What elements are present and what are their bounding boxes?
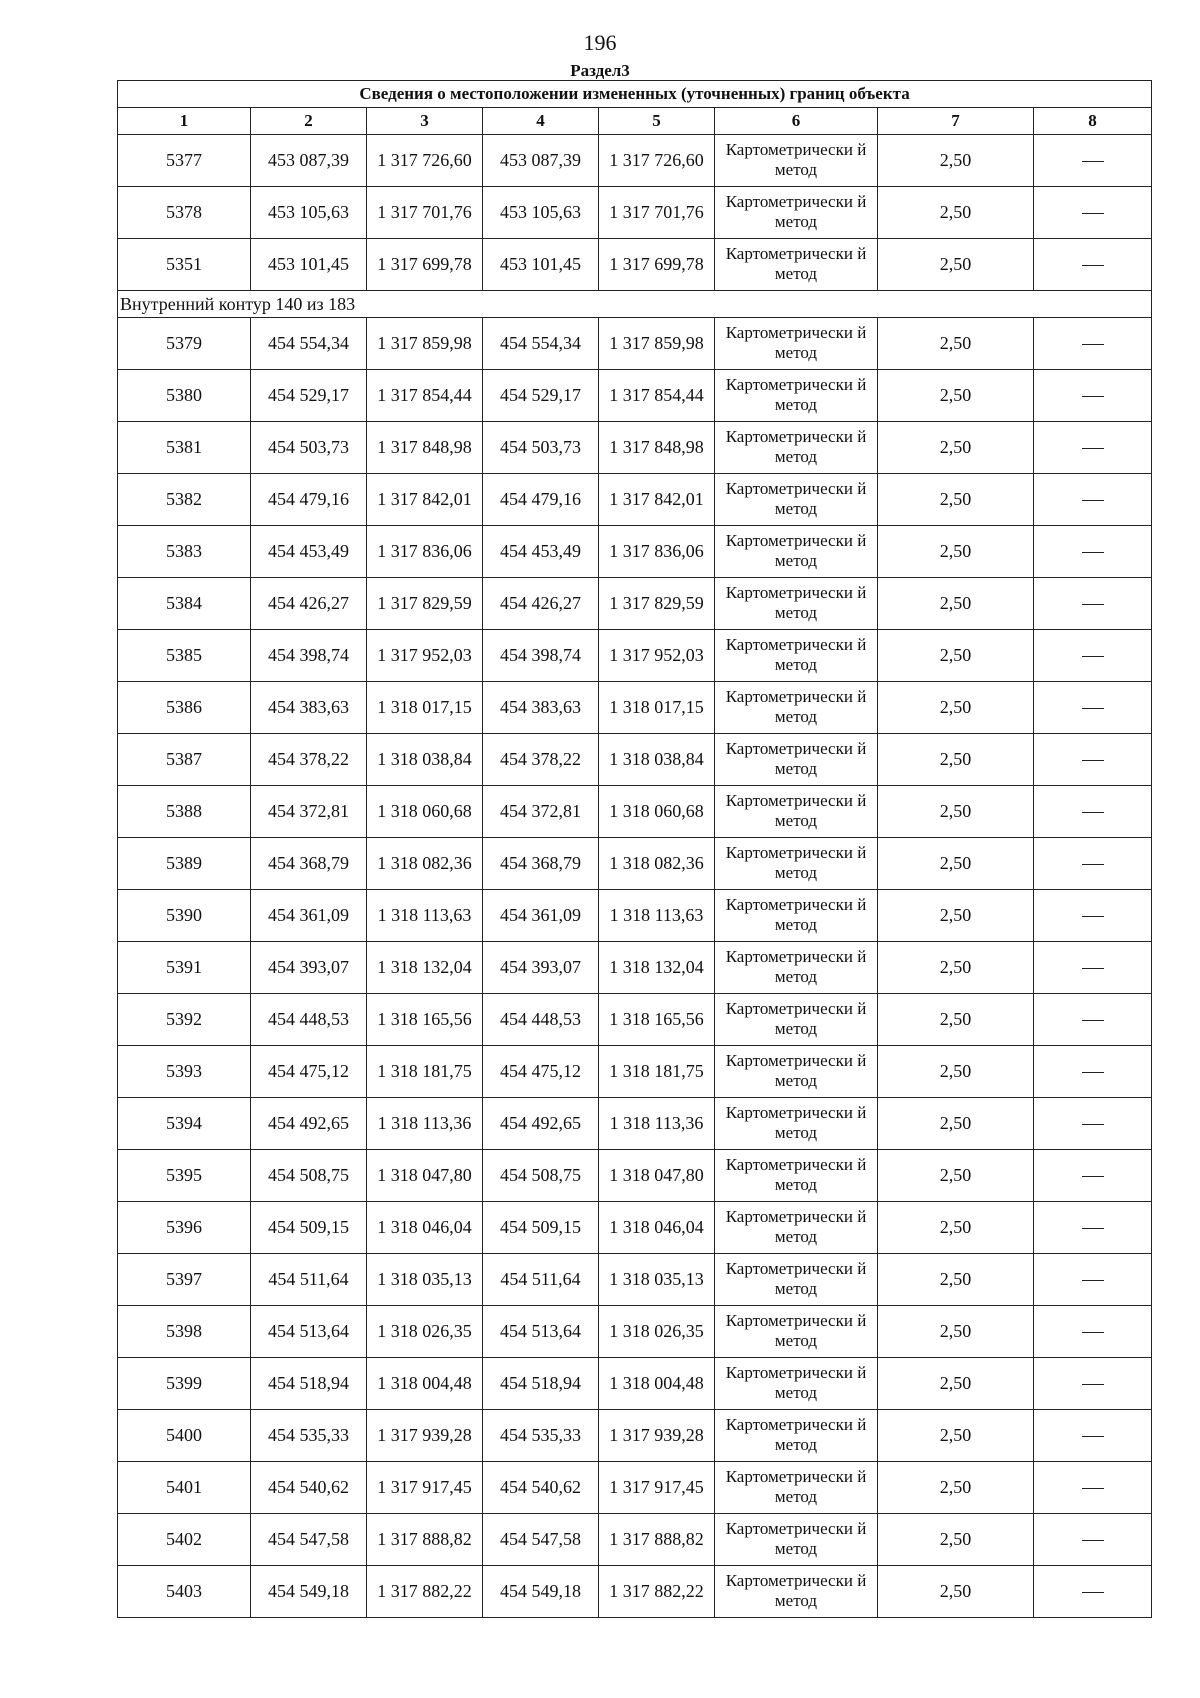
empty-value-cell	[1034, 1514, 1152, 1566]
dash-mark	[1082, 604, 1104, 605]
method-cell: Картометрически й метод	[715, 318, 878, 370]
accuracy-cell: 2,50	[878, 1462, 1034, 1514]
table-row	[118, 1410, 1152, 1462]
empty-value-cell	[1034, 1410, 1152, 1462]
y-coordinate-existing: 1 317 848,98	[367, 422, 483, 474]
x-coordinate-existing: 454 503,73	[251, 422, 367, 474]
x-coordinate-existing: 454 492,65	[251, 1098, 367, 1150]
dash-mark	[1082, 916, 1104, 917]
y-coordinate-existing: 1 318 047,80	[367, 1150, 483, 1202]
point-number: 5401	[118, 1462, 251, 1514]
point-number: 5393	[118, 1046, 251, 1098]
empty-value-cell	[1034, 474, 1152, 526]
y-coordinate-existing: 1 318 082,36	[367, 838, 483, 890]
empty-value-cell	[1034, 1566, 1152, 1618]
method-cell: Картометрически й метод	[715, 682, 878, 734]
table-row	[118, 1254, 1152, 1306]
y-coordinate-new: 1 318 165,56	[599, 994, 715, 1046]
accuracy-cell: 2,50	[878, 474, 1034, 526]
dash-mark	[1082, 1332, 1104, 1333]
method-cell: Картометрически й метод	[715, 1254, 878, 1306]
dash-mark	[1082, 1072, 1104, 1073]
dash-mark	[1082, 708, 1104, 709]
x-coordinate-new: 454 453,49	[483, 526, 599, 578]
x-coordinate-existing: 454 529,17	[251, 370, 367, 422]
dash-mark	[1082, 344, 1104, 345]
dash-mark	[1082, 161, 1104, 162]
y-coordinate-new: 1 317 952,03	[599, 630, 715, 682]
point-number: 5385	[118, 630, 251, 682]
table-row	[118, 1462, 1152, 1514]
accuracy-cell: 2,50	[878, 890, 1034, 942]
table-row	[118, 1046, 1152, 1098]
table-row	[118, 1306, 1152, 1358]
x-coordinate-new: 454 492,65	[483, 1098, 599, 1150]
x-coordinate-existing: 454 479,16	[251, 474, 367, 526]
empty-value-cell	[1034, 422, 1152, 474]
dash-mark	[1082, 812, 1104, 813]
y-coordinate-existing: 1 317 939,28	[367, 1410, 483, 1462]
coordinates-table	[117, 80, 1152, 1618]
method-cell: Картометрически й метод	[715, 187, 878, 239]
empty-value-cell	[1034, 1462, 1152, 1514]
y-coordinate-new: 1 317 829,59	[599, 578, 715, 630]
y-coordinate-existing: 1 318 038,84	[367, 734, 483, 786]
method-cell: Картометрически й метод	[715, 1462, 878, 1514]
y-coordinate-new: 1 318 113,63	[599, 890, 715, 942]
table-row	[118, 422, 1152, 474]
table-row	[118, 786, 1152, 838]
x-coordinate-new: 453 101,45	[483, 239, 599, 291]
x-coordinate-new: 454 529,17	[483, 370, 599, 422]
table-row	[118, 994, 1152, 1046]
method-cell: Картометрически й метод	[715, 734, 878, 786]
page-number: 196	[583, 30, 617, 55]
x-coordinate-new: 454 372,81	[483, 786, 599, 838]
x-coordinate-new: 453 087,39	[483, 135, 599, 187]
dash-mark	[1082, 396, 1104, 397]
empty-value-cell	[1034, 526, 1152, 578]
method-cell: Картометрически й метод	[715, 370, 878, 422]
y-coordinate-existing: 1 318 060,68	[367, 786, 483, 838]
column-number: 4	[483, 108, 599, 135]
accuracy-cell: 2,50	[878, 1514, 1034, 1566]
dash-mark	[1082, 1540, 1104, 1541]
dash-mark	[1082, 552, 1104, 553]
method-cell: Картометрически й метод	[715, 1202, 878, 1254]
empty-value-cell	[1034, 734, 1152, 786]
x-coordinate-existing: 454 554,34	[251, 318, 367, 370]
x-coordinate-existing: 454 383,63	[251, 682, 367, 734]
column-number: 8	[1034, 108, 1152, 135]
y-coordinate-existing: 1 318 181,75	[367, 1046, 483, 1098]
point-number: 5396	[118, 1202, 251, 1254]
method-cell: Картометрически й метод	[715, 890, 878, 942]
dash-mark	[1082, 1280, 1104, 1281]
dash-mark	[1082, 500, 1104, 501]
empty-value-cell	[1034, 1306, 1152, 1358]
y-coordinate-new: 1 318 046,04	[599, 1202, 715, 1254]
table-row	[118, 578, 1152, 630]
y-coordinate-new: 1 318 181,75	[599, 1046, 715, 1098]
accuracy-cell: 2,50	[878, 942, 1034, 994]
accuracy-cell: 2,50	[878, 578, 1034, 630]
column-number: 7	[878, 108, 1034, 135]
x-coordinate-existing: 454 549,18	[251, 1566, 367, 1618]
x-coordinate-existing: 454 372,81	[251, 786, 367, 838]
x-coordinate-existing: 454 378,22	[251, 734, 367, 786]
x-coordinate-existing: 453 105,63	[251, 187, 367, 239]
empty-value-cell	[1034, 1254, 1152, 1306]
y-coordinate-new: 1 317 939,28	[599, 1410, 715, 1462]
x-coordinate-existing: 454 398,74	[251, 630, 367, 682]
empty-value-cell	[1034, 682, 1152, 734]
x-coordinate-new: 454 378,22	[483, 734, 599, 786]
y-coordinate-new: 1 317 854,44	[599, 370, 715, 422]
y-coordinate-new: 1 318 004,48	[599, 1358, 715, 1410]
y-coordinate-new: 1 317 882,22	[599, 1566, 715, 1618]
column-number: 2	[251, 108, 367, 135]
point-number: 5402	[118, 1514, 251, 1566]
accuracy-cell: 2,50	[878, 318, 1034, 370]
contour-row	[118, 291, 1152, 318]
point-number: 5392	[118, 994, 251, 1046]
column-numbers-row	[118, 108, 1152, 135]
y-coordinate-existing: 1 318 165,56	[367, 994, 483, 1046]
empty-value-cell	[1034, 239, 1152, 291]
y-coordinate-new: 1 318 047,80	[599, 1150, 715, 1202]
y-coordinate-existing: 1 317 829,59	[367, 578, 483, 630]
empty-value-cell	[1034, 1358, 1152, 1410]
y-coordinate-new: 1 318 017,15	[599, 682, 715, 734]
accuracy-cell: 2,50	[878, 734, 1034, 786]
accuracy-cell: 2,50	[878, 630, 1034, 682]
method-cell: Картометрически й метод	[715, 1410, 878, 1462]
table-row	[118, 187, 1152, 239]
table-row	[118, 1098, 1152, 1150]
y-coordinate-new: 1 317 888,82	[599, 1514, 715, 1566]
point-number: 5377	[118, 135, 251, 187]
method-cell: Картометрически й метод	[715, 942, 878, 994]
point-number: 5390	[118, 890, 251, 942]
x-coordinate-new: 454 508,75	[483, 1150, 599, 1202]
dash-mark	[1082, 760, 1104, 761]
contour-label: Внутренний контур 140 из 183	[118, 291, 1152, 318]
dash-mark	[1082, 1176, 1104, 1177]
accuracy-cell: 2,50	[878, 682, 1034, 734]
y-coordinate-new: 1 317 701,76	[599, 187, 715, 239]
point-number: 5387	[118, 734, 251, 786]
dash-mark	[1082, 448, 1104, 449]
table-row	[118, 838, 1152, 890]
method-cell: Картометрически й метод	[715, 1306, 878, 1358]
column-number: 5	[599, 108, 715, 135]
table-caption: Сведения о местоположении измененных (уточненных) границ объекта	[118, 81, 1152, 108]
dash-mark	[1082, 1124, 1104, 1125]
table-row	[118, 942, 1152, 994]
empty-value-cell	[1034, 1202, 1152, 1254]
y-coordinate-existing: 1 317 836,06	[367, 526, 483, 578]
x-coordinate-existing: 454 448,53	[251, 994, 367, 1046]
method-cell: Картометрически й метод	[715, 1046, 878, 1098]
x-coordinate-new: 453 105,63	[483, 187, 599, 239]
accuracy-cell: 2,50	[878, 1410, 1034, 1462]
empty-value-cell	[1034, 370, 1152, 422]
table-row	[118, 135, 1152, 187]
dash-mark	[1082, 265, 1104, 266]
method-cell: Картометрически й метод	[715, 1098, 878, 1150]
point-number: 5351	[118, 239, 251, 291]
table-row	[118, 474, 1152, 526]
x-coordinate-new: 454 479,16	[483, 474, 599, 526]
point-number: 5398	[118, 1306, 251, 1358]
empty-value-cell	[1034, 135, 1152, 187]
method-cell: Картометрически й метод	[715, 838, 878, 890]
dash-mark	[1082, 1384, 1104, 1385]
dash-mark	[1082, 864, 1104, 865]
point-number: 5381	[118, 422, 251, 474]
accuracy-cell: 2,50	[878, 1358, 1034, 1410]
column-number: 6	[715, 108, 878, 135]
point-number: 5380	[118, 370, 251, 422]
accuracy-cell: 2,50	[878, 135, 1034, 187]
point-number: 5397	[118, 1254, 251, 1306]
y-coordinate-existing: 1 318 017,15	[367, 682, 483, 734]
dash-mark	[1082, 968, 1104, 969]
table-caption-row	[118, 81, 1152, 108]
point-number: 5386	[118, 682, 251, 734]
point-number: 5400	[118, 1410, 251, 1462]
empty-value-cell	[1034, 1150, 1152, 1202]
dash-mark	[1082, 1592, 1104, 1593]
y-coordinate-existing: 1 317 699,78	[367, 239, 483, 291]
point-number: 5384	[118, 578, 251, 630]
y-coordinate-new: 1 318 026,35	[599, 1306, 715, 1358]
point-number: 5379	[118, 318, 251, 370]
x-coordinate-existing: 454 361,09	[251, 890, 367, 942]
accuracy-cell: 2,50	[878, 1098, 1034, 1150]
y-coordinate-existing: 1 318 132,04	[367, 942, 483, 994]
accuracy-cell: 2,50	[878, 239, 1034, 291]
x-coordinate-existing: 454 475,12	[251, 1046, 367, 1098]
y-coordinate-existing: 1 318 004,48	[367, 1358, 483, 1410]
method-cell: Картометрически й метод	[715, 526, 878, 578]
empty-value-cell	[1034, 1046, 1152, 1098]
y-coordinate-existing: 1 317 859,98	[367, 318, 483, 370]
x-coordinate-new: 454 549,18	[483, 1566, 599, 1618]
empty-value-cell	[1034, 187, 1152, 239]
table-row	[118, 630, 1152, 682]
point-number: 5391	[118, 942, 251, 994]
x-coordinate-new: 454 361,09	[483, 890, 599, 942]
empty-value-cell	[1034, 890, 1152, 942]
x-coordinate-new: 454 518,94	[483, 1358, 599, 1410]
x-coordinate-new: 454 540,62	[483, 1462, 599, 1514]
empty-value-cell	[1034, 1098, 1152, 1150]
y-coordinate-new: 1 318 038,84	[599, 734, 715, 786]
table-row	[118, 526, 1152, 578]
x-coordinate-new: 454 368,79	[483, 838, 599, 890]
point-number: 5395	[118, 1150, 251, 1202]
dash-mark	[1082, 656, 1104, 657]
method-cell: Картометрически й метод	[715, 630, 878, 682]
y-coordinate-new: 1 318 132,04	[599, 942, 715, 994]
y-coordinate-existing: 1 318 046,04	[367, 1202, 483, 1254]
accuracy-cell: 2,50	[878, 994, 1034, 1046]
y-coordinate-existing: 1 317 842,01	[367, 474, 483, 526]
x-coordinate-new: 454 511,64	[483, 1254, 599, 1306]
table-row	[118, 682, 1152, 734]
empty-value-cell	[1034, 786, 1152, 838]
y-coordinate-new: 1 317 842,01	[599, 474, 715, 526]
x-coordinate-existing: 453 087,39	[251, 135, 367, 187]
x-coordinate-existing: 454 368,79	[251, 838, 367, 890]
point-number: 5389	[118, 838, 251, 890]
table-row	[118, 1358, 1152, 1410]
point-number: 5383	[118, 526, 251, 578]
y-coordinate-new: 1 318 035,13	[599, 1254, 715, 1306]
dash-mark	[1082, 1020, 1104, 1021]
empty-value-cell	[1034, 578, 1152, 630]
y-coordinate-existing: 1 317 888,82	[367, 1514, 483, 1566]
point-number: 5382	[118, 474, 251, 526]
y-coordinate-new: 1 318 082,36	[599, 838, 715, 890]
method-cell: Картометрически й метод	[715, 1358, 878, 1410]
empty-value-cell	[1034, 838, 1152, 890]
method-cell: Картометрически й метод	[715, 1514, 878, 1566]
y-coordinate-new: 1 318 060,68	[599, 786, 715, 838]
accuracy-cell: 2,50	[878, 838, 1034, 890]
accuracy-cell: 2,50	[878, 1202, 1034, 1254]
accuracy-cell: 2,50	[878, 187, 1034, 239]
column-number: 3	[367, 108, 483, 135]
method-cell: Картометрически й метод	[715, 422, 878, 474]
y-coordinate-existing: 1 318 035,13	[367, 1254, 483, 1306]
x-coordinate-new: 454 554,34	[483, 318, 599, 370]
table-row	[118, 1202, 1152, 1254]
y-coordinate-existing: 1 318 113,36	[367, 1098, 483, 1150]
x-coordinate-new: 454 535,33	[483, 1410, 599, 1462]
y-coordinate-existing: 1 317 882,22	[367, 1566, 483, 1618]
section-label: Раздел3	[570, 61, 630, 80]
accuracy-cell: 2,50	[878, 422, 1034, 474]
x-coordinate-new: 454 426,27	[483, 578, 599, 630]
table-row	[118, 239, 1152, 291]
accuracy-cell: 2,50	[878, 370, 1034, 422]
x-coordinate-existing: 454 547,58	[251, 1514, 367, 1566]
dash-mark	[1082, 213, 1104, 214]
method-cell: Картометрически й метод	[715, 1150, 878, 1202]
x-coordinate-new: 454 513,64	[483, 1306, 599, 1358]
x-coordinate-existing: 454 453,49	[251, 526, 367, 578]
x-coordinate-new: 454 393,07	[483, 942, 599, 994]
x-coordinate-existing: 454 426,27	[251, 578, 367, 630]
point-number: 5403	[118, 1566, 251, 1618]
accuracy-cell: 2,50	[878, 1566, 1034, 1618]
y-coordinate-new: 1 317 726,60	[599, 135, 715, 187]
accuracy-cell: 2,50	[878, 1254, 1034, 1306]
table-row	[118, 1150, 1152, 1202]
y-coordinate-existing: 1 317 726,60	[367, 135, 483, 187]
table-row	[118, 1566, 1152, 1618]
y-coordinate-existing: 1 318 113,63	[367, 890, 483, 942]
x-coordinate-existing: 454 535,33	[251, 1410, 367, 1462]
x-coordinate-existing: 454 509,15	[251, 1202, 367, 1254]
method-cell: Картометрически й метод	[715, 474, 878, 526]
empty-value-cell	[1034, 630, 1152, 682]
y-coordinate-new: 1 317 859,98	[599, 318, 715, 370]
y-coordinate-existing: 1 317 917,45	[367, 1462, 483, 1514]
accuracy-cell: 2,50	[878, 1046, 1034, 1098]
column-number: 1	[118, 108, 251, 135]
point-number: 5378	[118, 187, 251, 239]
point-number: 5399	[118, 1358, 251, 1410]
x-coordinate-existing: 453 101,45	[251, 239, 367, 291]
accuracy-cell: 2,50	[878, 526, 1034, 578]
x-coordinate-new: 454 448,53	[483, 994, 599, 1046]
accuracy-cell: 2,50	[878, 1150, 1034, 1202]
y-coordinate-new: 1 318 113,36	[599, 1098, 715, 1150]
point-number: 5394	[118, 1098, 251, 1150]
method-cell: Картометрически й метод	[715, 1566, 878, 1618]
x-coordinate-new: 454 475,12	[483, 1046, 599, 1098]
table-row	[118, 370, 1152, 422]
y-coordinate-new: 1 317 917,45	[599, 1462, 715, 1514]
method-cell: Картометрически й метод	[715, 239, 878, 291]
x-coordinate-existing: 454 518,94	[251, 1358, 367, 1410]
x-coordinate-existing: 454 513,64	[251, 1306, 367, 1358]
accuracy-cell: 2,50	[878, 786, 1034, 838]
x-coordinate-new: 454 547,58	[483, 1514, 599, 1566]
y-coordinate-new: 1 317 699,78	[599, 239, 715, 291]
method-cell: Картометрически й метод	[715, 786, 878, 838]
table-row	[118, 734, 1152, 786]
table-row	[118, 318, 1152, 370]
y-coordinate-existing: 1 318 026,35	[367, 1306, 483, 1358]
y-coordinate-existing: 1 317 854,44	[367, 370, 483, 422]
x-coordinate-existing: 454 511,64	[251, 1254, 367, 1306]
x-coordinate-existing: 454 393,07	[251, 942, 367, 994]
dash-mark	[1082, 1228, 1104, 1229]
dash-mark	[1082, 1436, 1104, 1437]
method-cell: Картометрически й метод	[715, 578, 878, 630]
x-coordinate-existing: 454 508,75	[251, 1150, 367, 1202]
empty-value-cell	[1034, 942, 1152, 994]
x-coordinate-new: 454 398,74	[483, 630, 599, 682]
y-coordinate-existing: 1 317 701,76	[367, 187, 483, 239]
method-cell: Картометрически й метод	[715, 135, 878, 187]
dash-mark	[1082, 1488, 1104, 1489]
accuracy-cell: 2,50	[878, 1306, 1034, 1358]
x-coordinate-new: 454 383,63	[483, 682, 599, 734]
table-row	[118, 890, 1152, 942]
x-coordinate-new: 454 503,73	[483, 422, 599, 474]
y-coordinate-new: 1 317 848,98	[599, 422, 715, 474]
empty-value-cell	[1034, 994, 1152, 1046]
x-coordinate-new: 454 509,15	[483, 1202, 599, 1254]
method-cell: Картометрически й метод	[715, 994, 878, 1046]
y-coordinate-existing: 1 317 952,03	[367, 630, 483, 682]
empty-value-cell	[1034, 318, 1152, 370]
y-coordinate-new: 1 317 836,06	[599, 526, 715, 578]
point-number: 5388	[118, 786, 251, 838]
table-row	[118, 1514, 1152, 1566]
x-coordinate-existing: 454 540,62	[251, 1462, 367, 1514]
